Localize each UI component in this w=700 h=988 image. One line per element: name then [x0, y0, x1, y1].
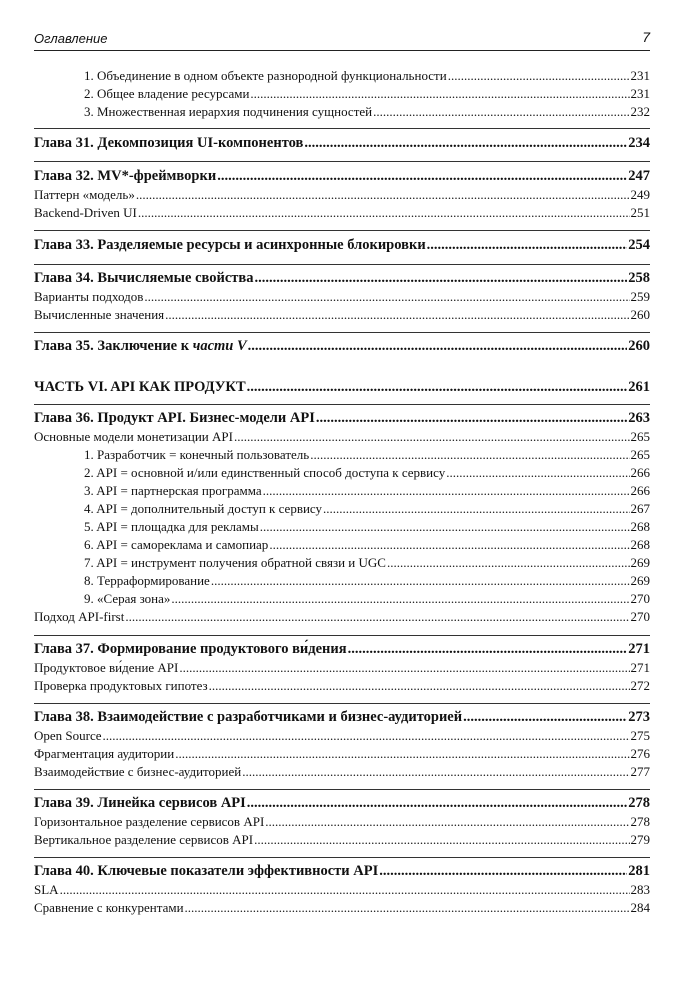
toc-leader-dots [165, 307, 629, 323]
toc-entry-page: 279 [630, 832, 650, 847]
toc-leader-dots [242, 764, 629, 780]
toc-chapter-entry[interactable] [34, 641, 650, 658]
toc-entry-title: ЧАСТЬ VI. API КАК ПРОДУКТ [34, 379, 246, 395]
toc-leader-dots [463, 709, 627, 726]
toc-leader-dots [260, 519, 630, 535]
toc-entry[interactable] [34, 289, 650, 305]
toc-leader-dots [60, 882, 630, 898]
toc-entry-page: 269 [630, 555, 650, 570]
toc-entry-title: Вычисленные значения [34, 307, 165, 322]
toc-entry-page: 270 [630, 591, 650, 606]
toc-entry[interactable] [34, 187, 650, 203]
toc-entry[interactable] [34, 68, 650, 84]
toc-leader-dots [171, 591, 629, 607]
toc-entry-title-prefix: Глава 35. Заключение к [34, 338, 193, 354]
toc-entry-title: Глава 40. Ключевые показатели эффективности API [34, 863, 379, 879]
toc-leader-dots [247, 795, 627, 812]
toc-leader-dots [217, 168, 627, 185]
section-divider [34, 703, 650, 704]
toc-entry[interactable] [34, 501, 650, 517]
toc-entry[interactable] [34, 465, 650, 481]
toc-entry[interactable] [34, 728, 650, 744]
toc-entry[interactable] [34, 814, 650, 830]
toc-entry-page: 283 [630, 882, 650, 897]
toc-entry[interactable] [34, 537, 650, 553]
toc-leader-dots [175, 746, 629, 762]
toc-leader-dots [125, 609, 629, 625]
toc-leader-dots [446, 465, 629, 481]
toc-leader-dots [263, 483, 630, 499]
toc-entry-title: 1. Объединение в одном объекте разнородной функциональности [84, 68, 447, 83]
toc-entry-title: Проверка продуктовых гипотез [34, 678, 208, 693]
toc-entry-page: 268 [630, 537, 650, 552]
toc-leader-dots [269, 537, 629, 553]
toc-leader-dots [323, 501, 629, 517]
toc-leader-dots [211, 573, 630, 589]
section-divider [34, 857, 650, 858]
toc-entry-page: 247 [628, 168, 650, 184]
toc-leader-dots [247, 379, 628, 396]
toc-leader-dots [265, 814, 629, 830]
toc-leader-dots [427, 237, 628, 254]
toc-leader-dots [136, 187, 630, 203]
toc-leader-dots [103, 728, 630, 744]
toc-entry-title: 1. Разработчик = конечный пользователь [84, 447, 310, 462]
toc-leader-dots [248, 338, 628, 355]
toc-entry[interactable] [34, 609, 650, 625]
toc-entry-page: 234 [628, 135, 650, 151]
toc-entry-page: 254 [628, 237, 650, 253]
toc-entry-page: 261 [628, 379, 650, 395]
section-divider [34, 128, 650, 129]
toc-entry-page: 265 [630, 447, 650, 462]
toc-leader-dots [373, 104, 629, 120]
toc-chapter-entry[interactable] [34, 338, 650, 355]
toc-entry[interactable] [34, 573, 650, 589]
toc-entry-page: 275 [630, 728, 650, 743]
toc-leader-dots [304, 135, 627, 152]
running-header [34, 28, 650, 51]
toc-entry-title: Глава 31. Декомпозиция UI-компонентов [34, 135, 304, 151]
section-divider [34, 161, 650, 162]
toc-chapter-entry[interactable] [34, 237, 650, 254]
toc-leader-dots [144, 289, 629, 305]
toc-leader-dots [448, 68, 630, 84]
toc-entry[interactable] [34, 555, 650, 571]
toc-entry-title: 7. API = инструмент получения обратной связи и UGC [84, 555, 386, 570]
toc-entry-page: 231 [630, 68, 650, 83]
toc-entry[interactable] [34, 764, 650, 780]
toc-entry-title: Сравнение с конкурентами [34, 900, 184, 915]
toc-entry-title: 3. API = партнерская программа [84, 483, 262, 498]
toc-entry-title: Фрагментация аудитории [34, 746, 175, 761]
toc-entry[interactable] [34, 483, 650, 499]
toc-entry[interactable] [34, 746, 650, 762]
toc-entry-title: Глава 38. Взаимодействие с разработчиками и бизнес-аудиторией [34, 709, 463, 725]
toc-leader-dots [250, 86, 629, 102]
toc-entry-page: 269 [630, 573, 650, 588]
section-divider [34, 264, 650, 265]
section-divider [34, 789, 650, 790]
toc-entry-title: 6. API = самореклама и самопиар [84, 537, 269, 552]
toc-entry[interactable] [34, 678, 650, 694]
toc-entry[interactable] [34, 104, 650, 120]
running-header-title: Оглавление [34, 31, 108, 46]
toc-chapter-entry[interactable] [34, 863, 650, 880]
toc-entry-page: 251 [630, 205, 650, 220]
running-header-page-number: 7 [642, 29, 650, 45]
toc-entry-title: Варианты подходов [34, 289, 144, 304]
toc-entry[interactable] [34, 447, 650, 463]
toc-entry-title: Глава 33. Разделяемые ресурсы и асинхронные блокировки [34, 237, 426, 253]
toc-entry-page: 277 [630, 764, 650, 779]
toc-entry[interactable] [34, 205, 650, 221]
toc-entry-title: Глава 36. Продукт API. Бизнес-модели API [34, 410, 315, 426]
toc-entry[interactable] [34, 307, 650, 323]
toc-entry-title: Глава 32. MV*-фреймворки [34, 168, 217, 184]
toc-entry-page: 271 [628, 641, 650, 657]
toc-entry-title: 2. API = основной и/или единственный способ доступа к сервису [84, 465, 446, 480]
toc-entry-page: 263 [628, 410, 650, 426]
section-divider [34, 332, 650, 333]
toc-entry-title: 8. Терраформирование [84, 573, 210, 588]
toc-entry-page: 266 [630, 465, 650, 480]
toc-entry[interactable] [34, 429, 650, 445]
toc-chapter-entry[interactable] [34, 168, 650, 185]
toc-entry[interactable] [34, 660, 650, 676]
toc-entry-title: Паттерн «модель» [34, 187, 135, 202]
toc-chapter-entry[interactable] [34, 709, 650, 726]
toc-entry-title: 5. API = площадка для рекламы [84, 519, 259, 534]
toc-entry-title: Backend-Driven UI [34, 205, 137, 220]
toc-entry-page: 278 [630, 814, 650, 829]
toc-entry-title: Продуктовое ви́дение API [34, 660, 179, 675]
toc-entry-page: 267 [630, 501, 650, 516]
toc-entry-title: Глава 34. Вычисляемые свойства [34, 270, 254, 286]
toc-entry-page: 270 [630, 609, 650, 624]
toc-entry-page: 258 [628, 270, 650, 286]
toc-entry-page: 259 [630, 289, 650, 304]
toc-leader-dots [185, 900, 630, 916]
toc-entry-title: Подход API-first [34, 609, 125, 624]
toc-entry[interactable] [34, 900, 650, 916]
toc-leader-dots [348, 641, 628, 658]
toc-entry-title: Глава 37. Формирование продуктового ви́дения [34, 641, 347, 657]
toc-leader-dots [310, 447, 629, 463]
toc-entry-page: 271 [630, 660, 650, 675]
toc-chapter-entry[interactable] [34, 795, 650, 812]
toc-entry-page: 281 [628, 863, 650, 879]
toc-entry-title: Open Source [34, 728, 102, 743]
toc-chapter-entry[interactable] [34, 270, 650, 287]
toc-leader-dots [138, 205, 630, 221]
toc-leader-dots [387, 555, 630, 571]
toc-leader-dots [316, 410, 627, 427]
toc-chapter-entry[interactable] [34, 410, 650, 427]
section-divider [34, 404, 650, 405]
toc-entry-title [34, 338, 247, 355]
toc-entry-page: 272 [630, 678, 650, 693]
toc-entry-title-italic: части V [192, 338, 247, 354]
toc-leader-dots [234, 429, 630, 445]
toc-leader-dots [209, 678, 630, 694]
toc-entry-title: Взаимодействие с бизнес-аудиторией [34, 764, 242, 779]
toc-entry-title: Вертикальное разделение сервисов API [34, 832, 254, 847]
toc-part-entry[interactable] [34, 379, 650, 396]
toc-entry-title: 2. Общее владение ресурсами [84, 86, 250, 101]
toc-entry-title: 3. Множественная иерархия подчинения сущностей [84, 104, 373, 119]
toc-entry[interactable] [34, 591, 650, 607]
toc-entry-title: SLA [34, 882, 59, 897]
toc-entry-title: 9. «Серая зона» [84, 591, 171, 606]
toc-entry[interactable] [34, 882, 650, 898]
toc-entry-page: 260 [628, 338, 650, 354]
toc-entry-page: 284 [630, 900, 650, 915]
toc-chapter-entry[interactable] [34, 135, 650, 152]
toc-leader-dots [379, 863, 627, 880]
section-divider [34, 635, 650, 636]
toc-entry-title: Горизонтальное разделение сервисов API [34, 814, 265, 829]
toc-entry-page: 273 [628, 709, 650, 725]
toc-entry-page: 278 [628, 795, 650, 811]
toc-leader-dots [179, 660, 629, 676]
toc-entry-page: 249 [630, 187, 650, 202]
toc-leader-dots [254, 270, 627, 287]
toc-entry[interactable] [34, 832, 650, 848]
toc-entry-page: 231 [630, 86, 650, 101]
toc-leader-dots [254, 832, 629, 848]
section-divider [34, 230, 650, 231]
toc-entry-title: Глава 39. Линейка сервисов API [34, 795, 246, 811]
toc-entry-page: 276 [630, 746, 650, 761]
toc-entry-page: 232 [630, 104, 650, 119]
toc-entry-page: 266 [630, 483, 650, 498]
toc-entry-title: Основные модели монетизации API [34, 429, 233, 444]
toc-entry-page: 265 [630, 429, 650, 444]
toc-entry-title: 4. API = дополнительный доступ к сервису [84, 501, 323, 516]
toc-entry[interactable] [34, 519, 650, 535]
toc-entry-page: 268 [630, 519, 650, 534]
toc-entry[interactable] [34, 86, 650, 102]
toc-entry-page: 260 [630, 307, 650, 322]
